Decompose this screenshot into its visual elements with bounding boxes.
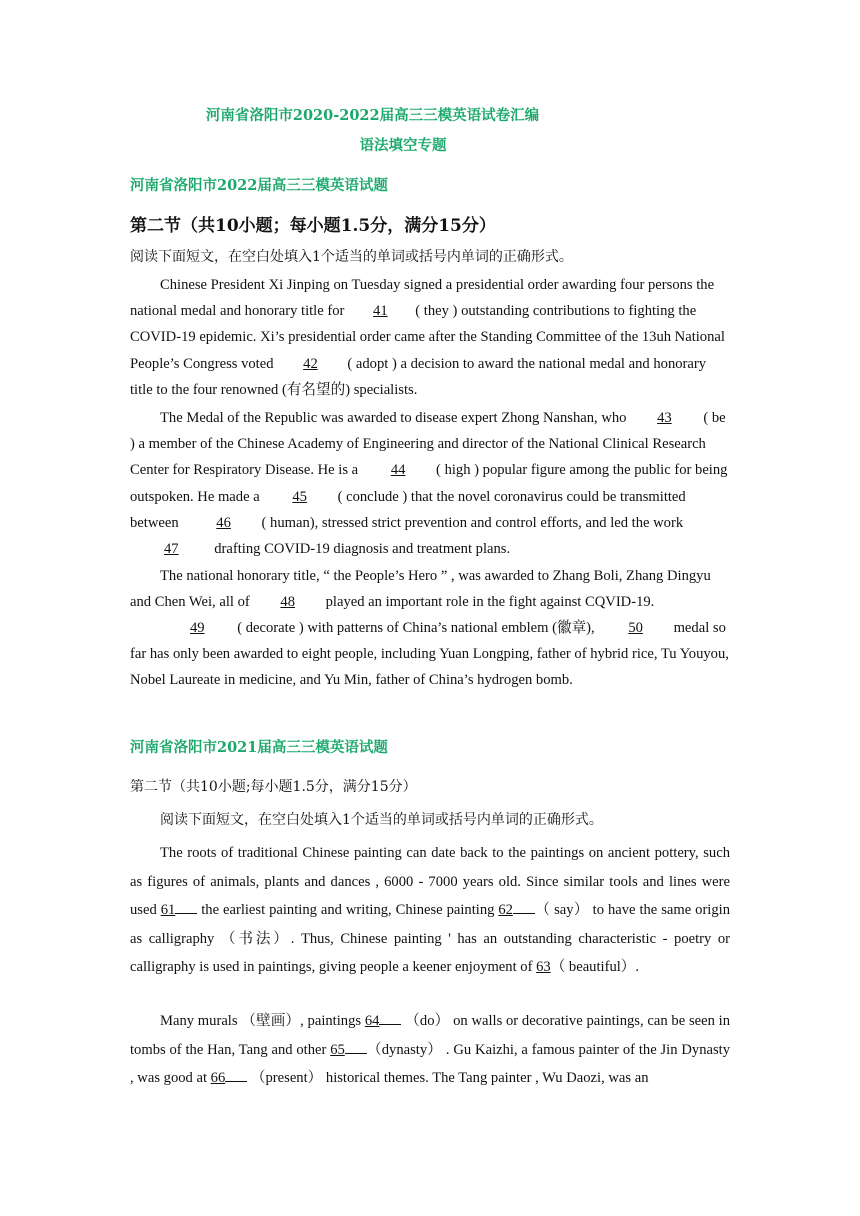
- paragraph-2021-2: [130, 1007, 730, 1093]
- blank-50: 50: [628, 620, 643, 636]
- text-run: ( be ) a member of the Chinese Academy of Engineering and director of the National Clinical Research Center for Respiratory Disease. He is a: [130, 410, 726, 479]
- blank-line: [379, 1012, 401, 1025]
- blank-line: [345, 1041, 367, 1054]
- text-run: （do） on walls or decorative paintings, can be seen in tombs of the Han, Tang and other: [130, 1013, 730, 1058]
- document-subtitle: 语法填空专题: [359, 137, 447, 154]
- blank-42: 42: [303, 355, 318, 372]
- blank-48: 48: [280, 594, 295, 611]
- document-title: 河南省洛阳市2020-2022届高三三模英语试卷汇编: [205, 107, 540, 124]
- paragraph-2021-1: [130, 839, 730, 982]
- text-run: （dynasty） . Gu Kaizhi, a famous painter of the Jin Dynasty , was good at: [130, 1041, 730, 1086]
- text-run: ( conclude ) that the novel coronavirus could be transmitted between: [130, 488, 686, 531]
- text-run: （present） historical themes. The Tang painter , Wu Daozi, was an: [247, 1070, 649, 1086]
- blank-41: 41: [373, 303, 388, 320]
- text-run: ( high ) popular figure among the public for being outspoken. He made a: [130, 462, 728, 505]
- text-run: Chinese President Xi Jinping on Tuesday signed a presidential order awarding four persons the national medal and honorary title for: [130, 277, 715, 320]
- text-run: ( they ) outstanding contributions to fighting the COVID-19 epidemic. Xi’s presidential order came after the Standing Committee of the 13uh National People’s Congress voted: [130, 303, 725, 372]
- text-run: The roots of traditional Chinese painting can date back to the paintings on ancient pottery, such as figures of animals, plants and dances , 6000 - 7000 years old. Since similar tools and lines were used: [130, 845, 730, 918]
- text-run: ( adopt ) a decision to award the national medal and honorary title to the four renowned (有名望的) specialists.: [130, 355, 707, 398]
- part-heading-2022: 第二节（共10小题；每小题1.5分，满分15分）: [130, 216, 496, 236]
- blank-line: [175, 901, 197, 914]
- section-heading-2021: 河南省洛阳市2021届高三三模英语试题: [130, 739, 388, 756]
- text-run: The Medal of the Republic was awarded to disease expert Zhong Nanshan, who: [160, 410, 631, 426]
- part-heading-2021: 第二节（共10小题;每小题1.5分，满分15分）: [130, 779, 417, 795]
- section-heading-2022: 河南省洛阳市2022届高三三模英语试题: [130, 177, 388, 194]
- blank-line: [225, 1069, 247, 1082]
- blank-61: 61: [160, 902, 176, 918]
- blank-45: 45: [292, 488, 307, 505]
- blank-line: [513, 901, 535, 914]
- paragraph-2022-2: [130, 405, 730, 562]
- text-run: ( decorate ) with patterns of China’s national emblem (徽章),: [233, 620, 599, 636]
- paragraph-2022-4: [130, 615, 730, 694]
- text-run: （ beautiful）.: [550, 959, 640, 975]
- blank-66: 66: [210, 1070, 226, 1086]
- text-run: drafting COVID-19 diagnosis and treatment plans.: [210, 541, 511, 558]
- blank-46: 46: [216, 514, 231, 531]
- paragraph-2022-3: [130, 563, 730, 615]
- text-run: the earliest painting and writing, Chinese painting: [197, 902, 499, 918]
- blank-49: 49: [190, 620, 205, 636]
- text-run: The national honorary title, “ the People’s Hero ” , was awarded to Zhang Boli, Zhang Dingyu and Chen Wei, all of: [130, 568, 711, 611]
- text-run: ( human), stressed strict prevention and control efforts, and led the work: [257, 514, 684, 531]
- text-run: （ say） to have the same origin as calligraphy （书法）. Thus, Chinese painting ' has an outstanding characteristic - poetry or calligraphy is used in paintings, giving people a keener enjoyment of: [130, 902, 731, 975]
- instruction-2021: 阅读下面短文，在空白处填入1个适当的单词或括号内单词的正确形式。: [160, 812, 603, 828]
- blank-44: 44: [390, 462, 406, 479]
- text-run: played an important role in the fight against CQVID-19.: [321, 594, 655, 611]
- blank-65: 65: [330, 1041, 345, 1058]
- blank-63: 63: [536, 959, 551, 975]
- text-run: Many murals （壁画）, paintings: [160, 1013, 365, 1029]
- text-run: medal so far has only been awarded to eight people, including Yuan Longping, father of hybrid rice, Tu Youyou, Nobel Laureate in medicine, and Yu Min, father of China’s hydrogen bomb.: [130, 620, 729, 689]
- blank-47: 47: [164, 541, 179, 558]
- blank-43: 43: [657, 410, 672, 426]
- paragraph-2022-1: [130, 272, 730, 403]
- blank-64: 64: [364, 1013, 380, 1029]
- blank-62: 62: [498, 902, 513, 918]
- instruction-2022: 阅读下面短文，在空白处填入1个适当的单词或括号内单词的正确形式。: [130, 249, 573, 265]
